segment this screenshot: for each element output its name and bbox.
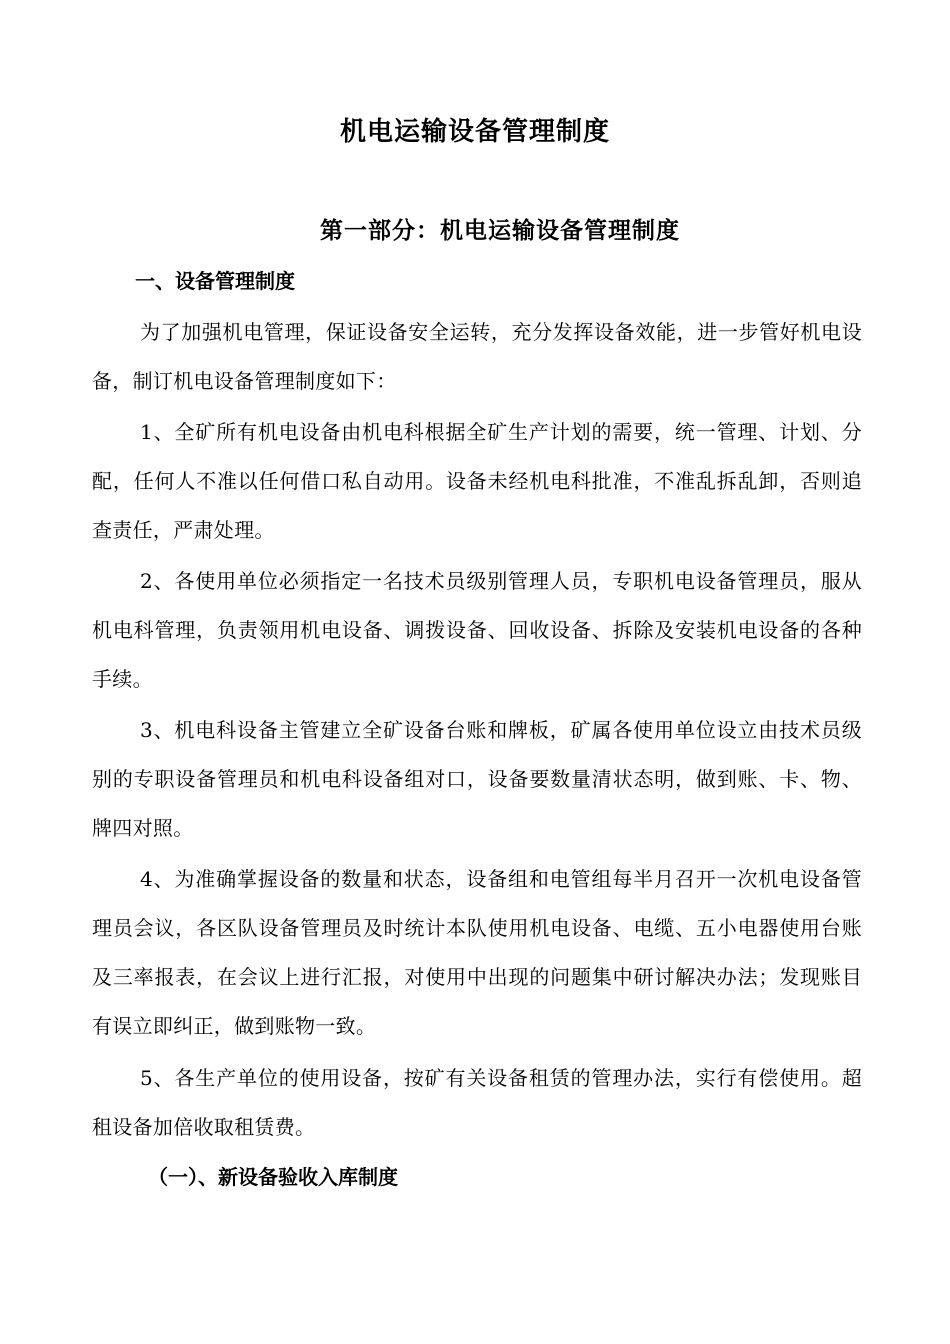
rule-paragraph-3: 3、机电科设备主管建立全矿设备台账和牌板，矿属各使用单位设立由技术员级别的专职设备管理员和机电科设备组对口，设备要数量清状态明，做到账、卡、物、牌四对照。 [92,718,862,840]
rule-paragraph-5: 5、各生产单位的使用设备，按矿有关设备租赁的管理办法，实行有偿使用。超租设备加倍收取租赁费。 [92,1066,862,1139]
intro-paragraph: 为了加强机电管理，保证设备安全运转，充分发挥设备效能，进一步管好机电设备，制订机电设备管理制度如下： [92,320,862,393]
section-heading: 一、设备管理制度 [135,269,295,293]
subsection-heading: （一）、新设备验收入库制度 [148,1165,398,1189]
rule-paragraph-4: 4、为准确掌握设备的数量和状态，设备组和电管组每半月召开一次机电设备管理员会议，各区队设备管理员及时统计本队使用机电设备、电缆、五小电器使用台账及三率报表，在会议上进行汇报，对使用中出现的问题集中研讨解决办法；发现账目有误立即纠正，做到账物一致。 [92,867,862,1038]
document-title: 机电运输设备管理制度 [339,117,610,147]
part-title: 第一部分：机电运输设备管理制度 [320,217,680,244]
rule-paragraph-1: 1、全矿所有机电设备由机电科根据全矿生产计划的需要，统一管理、计划、分配，任何人不准以任何借口私自动用。设备未经机电科批准，不准乱拆乱卸，否则追查责任，严肃处理。 [92,420,862,542]
rule-paragraph-2: 2、各使用单位必须指定一名技术员级别管理人员，专职机电设备管理员，服从机电科管理，负责领用机电设备、调拨设备、回收设备、拆除及安装机电设备的各种手续。 [92,569,862,691]
